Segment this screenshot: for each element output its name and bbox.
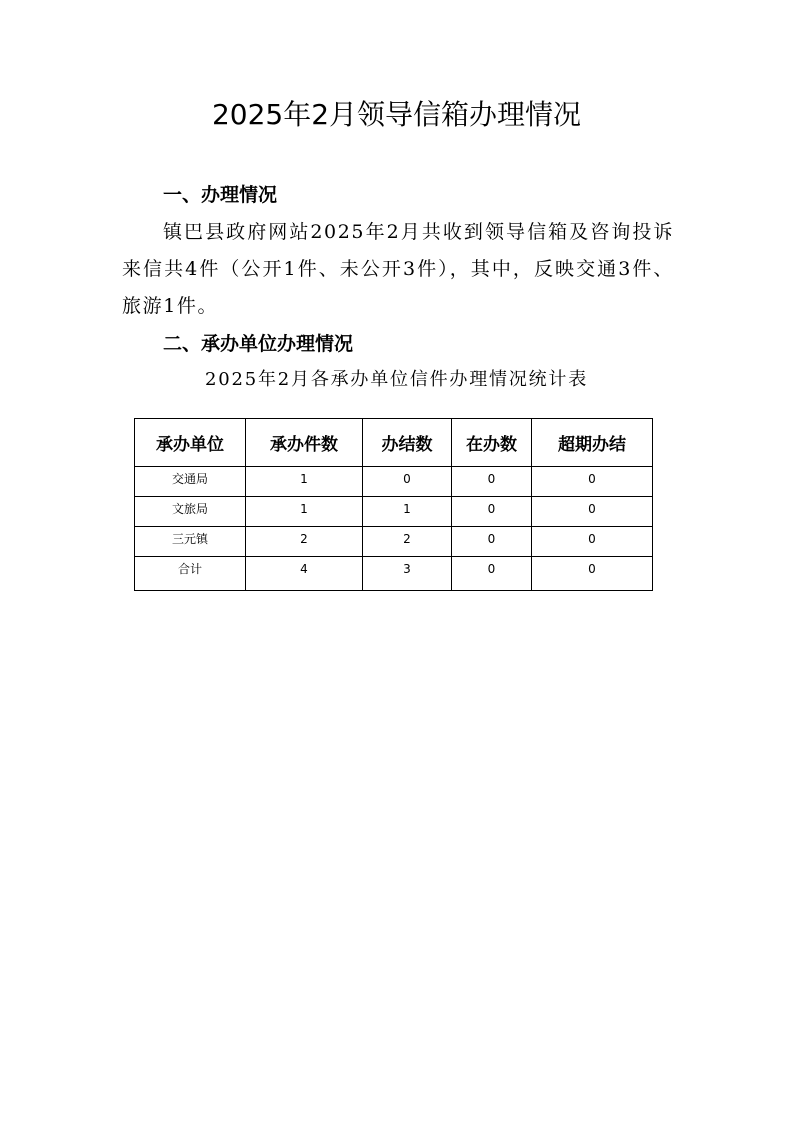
- cell-assigned-count: 1: [246, 497, 363, 527]
- statistics-table: [134, 418, 653, 591]
- header-in-progress-count: 在办数: [452, 419, 532, 467]
- table-row: [135, 497, 653, 527]
- cell-unit: 三元镇: [135, 527, 246, 557]
- cell-unit: 合计: [135, 557, 246, 591]
- cell-in-progress-count: 0: [452, 557, 532, 591]
- table-caption: 2025年2月各承办单位信件办理情况统计表: [204, 369, 589, 390]
- cell-in-progress-count: 0: [452, 527, 532, 557]
- cell-in-progress-count: 0: [452, 497, 532, 527]
- cell-completed-count: 0: [363, 467, 452, 497]
- header-overdue-completed: 超期办结: [532, 419, 653, 467]
- section-heading-handling: 一、办理情况: [163, 184, 278, 206]
- cell-assigned-count: 4: [246, 557, 363, 591]
- cell-completed-count: 2: [363, 527, 452, 557]
- cell-overdue-completed: 0: [532, 467, 653, 497]
- header-assigned-count: 承办件数: [246, 419, 363, 467]
- cell-assigned-count: 1: [246, 467, 363, 497]
- table-row: [135, 527, 653, 557]
- cell-overdue-completed: 0: [532, 527, 653, 557]
- section-heading-units: 二、承办单位办理情况: [163, 333, 354, 355]
- page-title: 2025年2月领导信箱办理情况: [211, 98, 582, 131]
- cell-completed-count: 3: [363, 557, 452, 591]
- header-completed-count: 办结数: [363, 419, 452, 467]
- table-row: [135, 467, 653, 497]
- cell-overdue-completed: 0: [532, 557, 653, 591]
- summary-paragraph: 镇巴县政府网站2025年2月共收到领导信箱及咨询投诉来信共4件（公开1件、未公开3件），其中，反映交通3件、旅游1件。: [122, 221, 674, 317]
- cell-unit: 文旅局: [135, 497, 246, 527]
- cell-overdue-completed: 0: [532, 497, 653, 527]
- table-header-row: [135, 419, 653, 467]
- table-row-total: [135, 557, 653, 591]
- cell-unit: 交通局: [135, 467, 246, 497]
- cell-in-progress-count: 0: [452, 467, 532, 497]
- cell-assigned-count: 2: [246, 527, 363, 557]
- cell-completed-count: 1: [363, 497, 452, 527]
- header-unit: 承办单位: [135, 419, 246, 467]
